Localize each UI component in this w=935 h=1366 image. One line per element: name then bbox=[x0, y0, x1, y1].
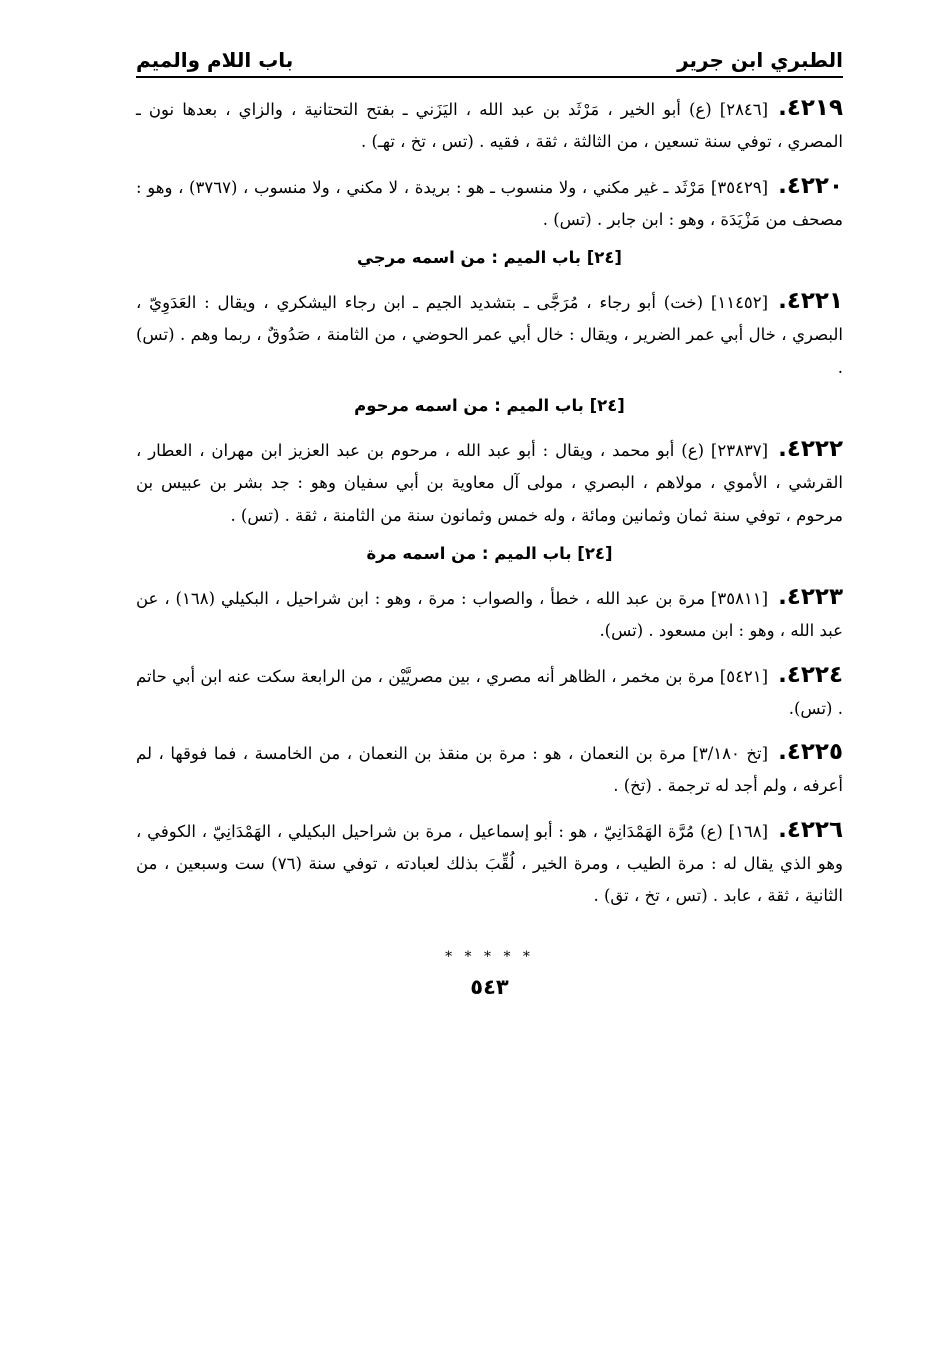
entry-number: ٤٢٢١. bbox=[778, 288, 843, 315]
entry-number: ٤٢١٩. bbox=[778, 95, 843, 121]
section-heading: [٢٤] باب الميم : من اسمه مرحوم bbox=[354, 396, 625, 416]
entry-4226 bbox=[136, 814, 843, 913]
entry-number: ٤٢٢٥. bbox=[778, 739, 843, 766]
page-content bbox=[136, 78, 843, 999]
separator-stars: * * * * * bbox=[445, 948, 534, 965]
entry-4222 bbox=[136, 433, 843, 532]
entry-4219 bbox=[136, 92, 843, 159]
entry-text: [١١٤٥٢] (خت) أبو رجاء ، مُرَجَّى ـ بتشديد الجيم ـ ابن رجاء اليشكري ، ويقال : العَدَوِيّ ، البصري ، خال أبي عمر الضرير ، ويقال : خال أبي عمر الحوضي ، من الثامنة ، صَدُوقٌ ، ربما وهم . (تس) . bbox=[136, 293, 843, 377]
entry-number: ٤٢٢٢. bbox=[778, 436, 843, 463]
entry-text: [٣٥٨١١] مرة بن عبد الله ، خطأ ، والصواب : مرة ، وهو : ابن شراحيل ، البكيلي (١٦٨) ، عن عبد الله ، وهو : ابن مسعود . (تس). bbox=[136, 588, 843, 641]
entry-text: [٢٣٨٣٧] (ع) أبو محمد ، ويقال : أبو عبد الله ، مرحوم بن عبد العزيز ابن مهران ، العطار ، القرشي ، الأموي ، مولاهم ، البصري ، مولى آل معاوية بن أبي سفيان وهو : جد بشر بن عبيس بن مرحوم ، توفي سنة ثمان وثمانين ومائة ، وله خمس وثمانون سنة من الثامنة ، ثقة . (تس) . bbox=[136, 441, 843, 525]
running-header bbox=[136, 0, 843, 78]
entry-number: ٤٢٢٦. bbox=[778, 816, 843, 843]
section-heading: [٢٤] باب الميم : من اسمه مرجي bbox=[357, 248, 622, 268]
entry-text: [١٦٨] (ع) مُرَّة الهَمْدَانِيّ ، هو : أبو إسماعيل ، مرة بن شراحيل البكيلي ، الهَمْدَانِيّ ، الكوفي ، وهو الذي يقال له : مرة الطيب ، ومرة الخير ، لُقِّبَ بذلك لعبادته ، توفي سنة (٧٦) ست وسبعين ، من الثانية ، ثقة ، عابد . (تس ، تخ ، تق) . bbox=[136, 821, 843, 906]
page-number: ٥٤٣ bbox=[470, 974, 509, 999]
entry-4224 bbox=[136, 659, 843, 726]
entry-4221 bbox=[136, 285, 843, 384]
entry-text: [٢٨٤٦] (ع) أبو الخير ، مَرْثَد بن عبد الله ، اليَزَني ـ بفتح التحتانية ، والزاي ، بعدها نون ـ المصري ، توفي سنة تسعين ، من الثالثة ، ثقة ، فقيه . (تس ، تخ ، تهـ) . bbox=[136, 100, 843, 152]
entry-number: ٤٢٢٣. bbox=[778, 583, 843, 610]
entry-4223 bbox=[136, 581, 843, 648]
section-heading: [٢٤] باب الميم : من اسمه مرة bbox=[366, 543, 613, 563]
entry-number: ٤٢٢٤. bbox=[778, 661, 843, 688]
entry-text: [٥٤٢١] مرة بن مخمر ، الظاهر أنه مصري ، بين مصريَّيْن ، من الرابعة سكت عنه ابن أبي حاتم . (تس). bbox=[136, 666, 843, 718]
entry-number: ٤٢٢٠. bbox=[778, 172, 844, 199]
header-chapter-title: باب اللام والميم bbox=[136, 48, 294, 72]
entry-4225 bbox=[136, 736, 843, 803]
entry-4220 bbox=[136, 170, 843, 237]
header-book-title: الطبري ابن جرير bbox=[677, 48, 843, 72]
entry-text: [تخ ٣/١٨٠] مرة بن النعمان ، هو : مرة بن منقذ بن النعمان ، من الخامسة ، فما فوقها ، لم أعرفه ، ولم أجد له ترجمة . (تخ) . bbox=[136, 744, 843, 796]
entry-text: [٣٥٤٢٩] مَرْثَد ـ غير مكني ، ولا منسوب ـ هو : بريدة ، لا مكني ، ولا منسوب ، (٣٧٦٧) ، وهو : مصحف من مَزْيَدَة ، وهو : ابن جابر . (تس) . bbox=[136, 177, 843, 229]
